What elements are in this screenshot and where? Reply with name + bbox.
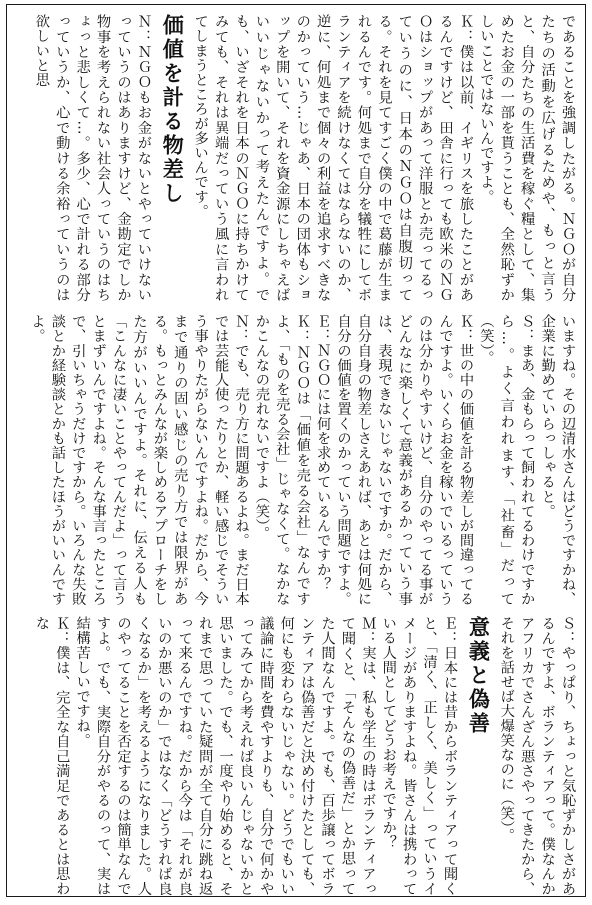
section-heading-meaning-hypocrisy: 意義と偽善: [466, 616, 491, 736]
paragraph: Ｋ：僕は、完全な自己満足であるとは思わな: [33, 616, 71, 896]
section-heading-value-measure: 価値を計る物差し: [160, 14, 185, 206]
paragraph: Ｋ：世の中の価値を計る物差しが間違ってるんですよ。いくらお金を稼いでいるっていうのは分かりやすいけど、自分のやってる事がどんなに楽しくて意義があるかっていう事は、表現できないじゃないですか。だから、自分自身の物差しさえあれば、あとは何処に自分の価値を置くのかっていう問題ですよ。: [335, 314, 474, 606]
paragraph: Ｎ：でも、売り方に問題あるよね。まだ日本では芸能人使ったりとか、軽い感じでそういう事やりたがらないんですよね。だから、今まで通りの固い感じの売り方では限界がある。もっとみんなが楽しめるアプローチをした方がいいんですよ。それに、伝える人も「こんなに凄いことやってんだよ」って言うとまずいんですよね。そんな事言ったところで、引いちゃうだけですから。いろんな失敗談とか経験談とかも話したほうがいいんですよ。: [29, 314, 250, 606]
paragraph: Ｅ：日本には昔からボランティアって聞くと、「清く、正しく、美しく」っていうイメージがありますよね。皆さんは携わっている人間としてどうお考えですか？: [380, 616, 458, 896]
text-tier-middle: [16, 314, 578, 606]
paragraph: Ｎ：ＮＧＯもお金がないとやっていけないっていうのはありますけど、金勘定でしか物事を考えられない社会人っていうのはちょっと悲しくて…。多少、心で計れる部分っていうか、心で動ける余裕っていうのは欲しいと思: [33, 14, 152, 302]
paragraph: Ｋ：ＮＧＯは「価値を売る会社」なんですよ、「ものを売る会社」じゃなくて。なかなかこんなの売れないですよ（笑）。: [253, 314, 311, 606]
paragraph: Ｓ：まあ、金もらって飼われてるわけですから…。よく言われます、「社畜」だって（笑）。: [478, 314, 536, 606]
text-tier-top: [16, 14, 578, 302]
paragraph: Ｍ：実は、私も学生の時はボランティアって聞くと、「そんなの偽善だ」とか思ってた人間なんですよ。でも、百歩譲ってボランティアは偽善だと決め付けたとしても、何にも変わらないじゃない。どうでもいい議論に時間を費やすよりも、自分で何かやってみてから考えれば良いんじゃないかと思いました。でも、一度やり始めると、それまで思っていた疑問が全て自分に跳ね返って来るんですね。だから今は「それが良いのか悪いのか」ではなく「どうすれば良くなるか」を考えるようになりました。人のやってることを否定するのは簡単なんですよ。でも、実際自分がやるのって、実は結構苦しいですね。: [74, 616, 377, 896]
paragraph: Ｓ：やっぱり、ちょっと気恥ずかしさがあるんですよ、ボランティアって。僕なんかアフリカでさんざん悪さやってきたから、それを話せば大爆笑なのに（笑）。: [498, 616, 576, 896]
paragraph: であることを強調したがる。ＮＧＯが自分たちの活動を広げるためや、もっと言うと、自分たちの生活費を稼ぐ糧として、集めたお金の一部を貰うことも、全然恥ずかしいことではないんですよ。: [478, 14, 576, 302]
paragraph: Ｅ：ＮＧＯには何を求めているんですか？: [315, 314, 332, 592]
paragraph: いますね。その辺清水さんはどうですかね、企業に勤めていらっしゃると。: [539, 314, 576, 606]
paragraph: Ｋ：僕は以前、イギリスを旅したことがあるんですけど、田舎に行っても欧米のＮＧＯはショップがあって洋服とか売ってるっていうのに、日本のＮＧＯは自腹切ってる。それを見てすごく僕の中で葛藤が生まれるんです。何処まで自分を犠牲にしてボランティアを続けなくてはならないのか、逆に、何処まで個々の利益を追求すべきなのかっていう…じゃあ、日本の団体もショップを開いて、それを資金源にしちゃえばいいじゃないかって考えたんですよ。でも、いざそれを日本のＮＧＯに持ちかけてみても、それは異端だっていう風に言われてしまうところが多いんです。: [192, 14, 474, 302]
text-tier-bottom: [16, 616, 578, 896]
